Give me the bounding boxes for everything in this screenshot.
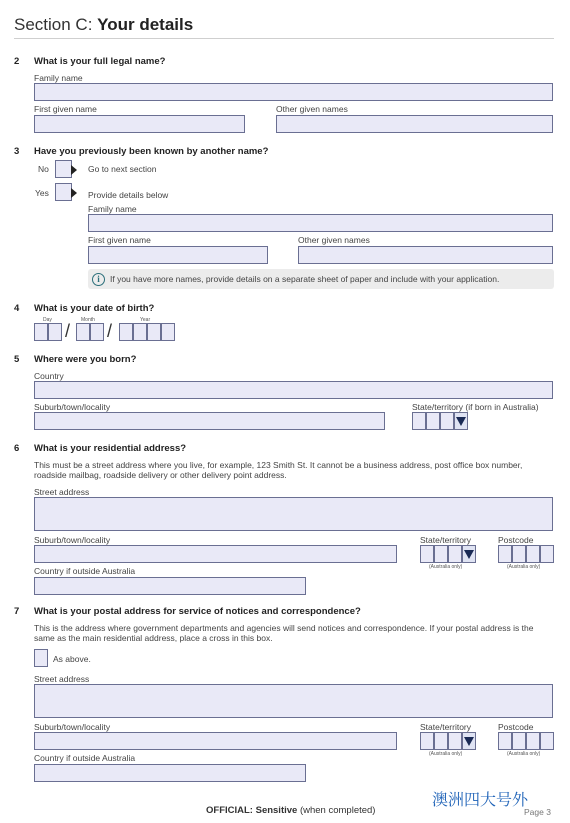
q3-question: Have you previously been known by another name? xyxy=(34,146,269,157)
q3-family-name-field[interactable] xyxy=(88,214,553,232)
q2-number: 2 xyxy=(14,56,20,67)
section-prefix: Section C: xyxy=(14,15,98,34)
q7-description: This is the address where government departments and agencies will send notices and correspondence. If your postal address is the same as the main residential address, place a cross in this box. xyxy=(34,623,534,643)
q7-state-dropdown[interactable] xyxy=(462,732,476,750)
q7-country-label: Country if outside Australia xyxy=(34,753,136,763)
dob-year-digit-1[interactable] xyxy=(119,323,133,341)
chevron-down-icon xyxy=(456,417,466,426)
q3-other-given-names-field[interactable] xyxy=(298,246,553,264)
q5-country-field[interactable] xyxy=(34,381,553,399)
q5-question: Where were you born? xyxy=(34,354,137,365)
dob-month-digit-2[interactable] xyxy=(90,323,104,341)
q7-postcode-digit-2[interactable] xyxy=(512,732,526,750)
footer-classification-note: (when completed) xyxy=(297,805,376,816)
q3-no-label: No xyxy=(38,164,49,174)
q2-other-label: Other given names xyxy=(276,104,348,114)
q7-postcode-digit-1[interactable] xyxy=(498,732,512,750)
q7-as-above-checkbox[interactable] xyxy=(34,649,48,667)
dob-day-label: Day xyxy=(43,317,52,323)
q2-question: What is your full legal name? xyxy=(34,56,166,67)
q7-state-cell-1[interactable] xyxy=(420,732,434,750)
q7-number: 7 xyxy=(14,606,20,617)
q2-other-given-names-field[interactable] xyxy=(276,115,553,133)
q6-state-dropdown[interactable] xyxy=(462,545,476,563)
q7-street-address-field[interactable] xyxy=(34,684,553,718)
q5-number: 5 xyxy=(14,354,20,365)
q7-state-note: (Australia only) xyxy=(429,751,463,757)
q7-state-label: State/territory xyxy=(420,722,472,732)
dob-day-digit-1[interactable] xyxy=(34,323,48,341)
q6-postcode-note: (Australia only) xyxy=(507,564,541,570)
dob-year-digit-4[interactable] xyxy=(161,323,175,341)
q6-state-label: State/territory xyxy=(420,535,472,545)
section-divider xyxy=(14,38,554,39)
q5-state-label: State/territory (if born in Australia) xyxy=(412,402,539,412)
footer-classification xyxy=(206,805,375,816)
q6-question: What is your residential address? xyxy=(34,443,187,454)
q7-suburb-field[interactable] xyxy=(34,732,397,750)
q6-postcode-digit-4[interactable] xyxy=(540,545,554,563)
q7-postcode-digit-4[interactable] xyxy=(540,732,554,750)
q6-suburb-label: Suburb/town/locality xyxy=(34,535,111,545)
q6-street-address-field[interactable] xyxy=(34,497,553,531)
section-title-bold: Your details xyxy=(97,15,194,34)
q5-state-dropdown[interactable] xyxy=(454,412,468,430)
q5-suburb-field[interactable] xyxy=(34,412,385,430)
q3-info-text: If you have more names, provide details on a separate sheet of paper and include with your application. xyxy=(110,274,500,284)
footer-classification-bold: OFFICIAL: Sensitive xyxy=(206,805,298,816)
q7-postcode-note: (Australia only) xyxy=(507,751,541,757)
q7-state-cell-3[interactable] xyxy=(448,732,462,750)
q6-postcode-digit-3[interactable] xyxy=(526,545,540,563)
watermark: 澳洲四大号外 xyxy=(432,792,529,809)
q3-no-hint: Go to next section xyxy=(88,164,157,174)
q6-postcode-label: Postcode xyxy=(498,535,534,545)
q6-country-label: Country if outside Australia xyxy=(34,566,136,576)
q2-family-label: Family name xyxy=(34,73,83,83)
q3-family-label: Family name xyxy=(88,204,137,214)
q7-question: What is your postal address for service of notices and correspondence? xyxy=(34,606,361,617)
q6-state-cell-3[interactable] xyxy=(448,545,462,563)
q3-yes-checkbox[interactable] xyxy=(55,183,72,201)
q6-description: This must be a street address where you live, for example, 123 Smith St. It cannot be a business address, post office box number, roadside mailbag, roadside delivery or other delivery point address. xyxy=(34,460,523,480)
q7-country-field[interactable] xyxy=(34,764,306,782)
q5-state-cell-2[interactable] xyxy=(426,412,440,430)
q5-state-cell-3[interactable] xyxy=(440,412,454,430)
q3-other-label: Other given names xyxy=(298,235,370,245)
q3-number: 3 xyxy=(14,146,20,157)
q7-as-above-label: As above. xyxy=(53,654,91,664)
q6-postcode-digit-1[interactable] xyxy=(498,545,512,563)
q2-first-label: First given name xyxy=(34,104,97,114)
q6-country-field[interactable] xyxy=(34,577,306,595)
q3-no-checkbox[interactable] xyxy=(55,160,72,178)
q6-state-cell-1[interactable] xyxy=(420,545,434,563)
info-icon: i xyxy=(92,273,105,286)
q7-suburb-label: Suburb/town/locality xyxy=(34,722,111,732)
dob-month-label: Month xyxy=(81,317,95,323)
q3-yes-label: Yes xyxy=(35,188,49,198)
q3-yes-hint: Provide details below xyxy=(88,190,169,200)
q7-street-label: Street address xyxy=(34,674,90,684)
q5-state-cell-1[interactable] xyxy=(412,412,426,430)
q2-family-name-field[interactable] xyxy=(34,83,553,101)
q6-street-label: Street address xyxy=(34,487,90,497)
dob-year-digit-2[interactable] xyxy=(133,323,147,341)
q5-suburb-label: Suburb/town/locality xyxy=(34,402,111,412)
q2-first-given-name-field[interactable] xyxy=(34,115,245,133)
section-title xyxy=(14,15,193,35)
q3-first-given-name-field[interactable] xyxy=(88,246,268,264)
q6-postcode-digit-2[interactable] xyxy=(512,545,526,563)
q4-number: 4 xyxy=(14,303,20,314)
dob-separator: / xyxy=(107,321,113,341)
q7-postcode-digit-3[interactable] xyxy=(526,732,540,750)
q4-question: What is your date of birth? xyxy=(34,303,155,314)
dob-day-digit-2[interactable] xyxy=(48,323,62,341)
q7-state-cell-2[interactable] xyxy=(434,732,448,750)
q3-first-label: First given name xyxy=(88,235,151,245)
q6-number: 6 xyxy=(14,443,20,454)
q5-country-label: Country xyxy=(34,371,64,381)
q6-state-cell-2[interactable] xyxy=(434,545,448,563)
chevron-down-icon xyxy=(464,737,474,746)
q7-postcode-label: Postcode xyxy=(498,722,534,732)
q6-state-note: (Australia only) xyxy=(429,564,463,570)
dob-year-label: Year xyxy=(140,317,151,323)
page-number: Page 3 xyxy=(524,807,551,817)
dob-year-digit-3[interactable] xyxy=(147,323,161,341)
dob-separator: / xyxy=(65,321,71,341)
q6-suburb-field[interactable] xyxy=(34,545,397,563)
dob-month-digit-1[interactable] xyxy=(76,323,90,341)
chevron-down-icon xyxy=(464,550,474,559)
q3-info-note xyxy=(88,269,554,289)
